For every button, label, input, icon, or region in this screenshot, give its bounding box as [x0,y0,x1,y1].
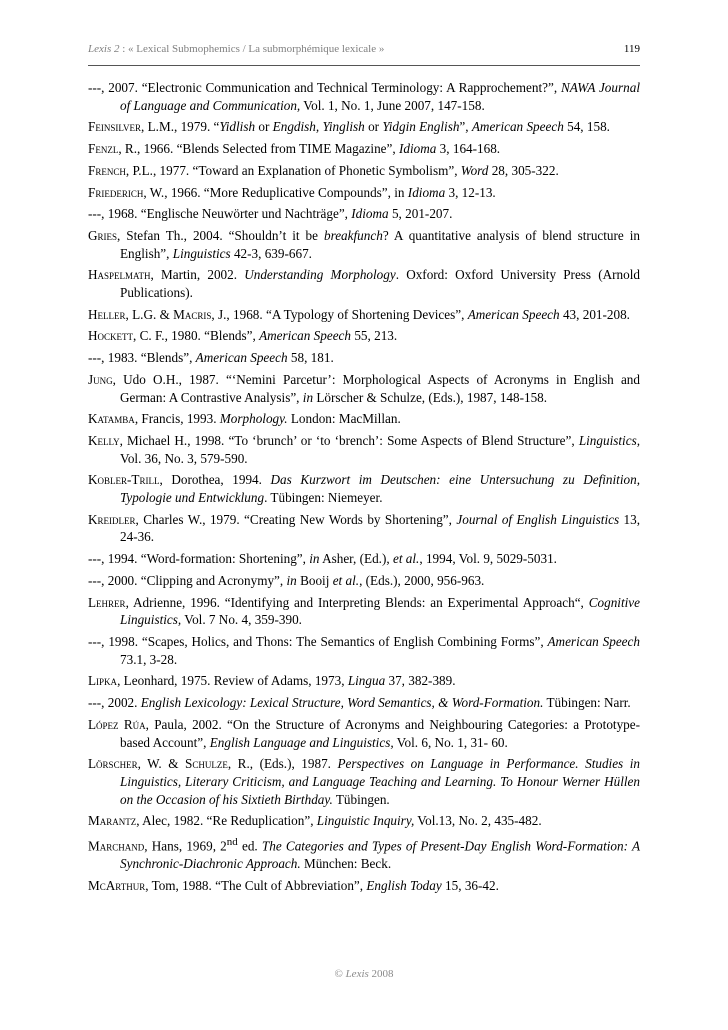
reference-text: 54, 158. [563,119,610,135]
italic-text: Word [460,162,489,178]
reference-text: 55, 213. [351,328,398,344]
author-name: López Rúa [88,716,146,732]
reference-text: , Hans, 1969, 2 [144,838,227,854]
reference-entry [88,79,640,114]
author-name: Macris [173,306,212,322]
reference-text: ”, [459,119,472,135]
reference-text: 42-3, 639-667. [230,245,312,261]
running-title-journal: Lexis 2 [88,43,120,55]
reference-text: ---, 2000. “Clipping and Acronymy”, [88,572,287,588]
reference-text: , L.G. & [125,306,174,322]
reference-entry [88,162,640,180]
author-name: Lörscher [88,756,138,772]
italic-text: American Speech [195,350,288,366]
reference-entry [88,471,640,506]
reference-text: . Tübingen: Niemeyer. [264,490,383,506]
author-name: Haspelmath [88,267,151,283]
reference-text: , Stefan Th., 2004. “Shouldn’t it be [117,227,324,243]
reference-text: ---, 1968. “Englische Neuwörter und Nachträge”, [88,206,352,222]
reference-text: , (Eds.), 2000, 956-963. [359,572,485,588]
italic-text: Idioma [351,206,389,222]
reference-entry [88,812,640,830]
reference-entry [88,371,640,406]
italic-text: Idioma [407,184,446,200]
reference-entry [88,227,640,262]
reference-entry [88,572,640,590]
italic-text: Linguistic Inquiry, [316,813,415,829]
reference-text: Asher, (Ed.), [319,551,393,567]
reference-text: . Oxford: Oxford University Press (Arnold Publications). [120,267,640,301]
reference-text: , R., 1966. “Blends Selected from TIME Magazine”, [118,141,399,157]
reference-entry [88,694,640,712]
running-title-rest: : « Lexical Submophemics / La submorphémique lexicale » [119,43,385,55]
reference-text: Vol.13, No. 2, 435-482. [414,813,542,829]
reference-entry [88,511,640,546]
reference-text: , Michael H., 1998. “To ‘brunch’ or ‘to ‘brench’: Some Aspects of Blend Structure”, [119,432,579,448]
page-number: 119 [623,43,640,55]
reference-text: London: MacMillan. [287,411,401,427]
italic-text: Perspectives on Language in Performance. Studies in Linguistics, Literary Criticism, and Language Teaching and Learning. To Honour Werner Hüllen on the Occasion of his Sixtieth Birthday. [120,756,640,807]
author-name: Kreidler [88,511,136,527]
author-name: Kelly [88,432,120,448]
author-name: Gries [88,227,118,243]
italic-text: Das Kurzwort im Deutschen: eine Untersuchung zu Definition, Typologie und Entwicklung [120,472,640,506]
page-footer [0,968,728,980]
italic-text: Linguistics, [578,432,640,448]
reference-text: Vol. 6, No. 1, 31- 60. [393,734,508,750]
reference-text: , Adrienne, 1996. “Identifying and Interpreting Blends: an Experimental Approach“, [125,594,589,610]
footer-year: 2008 [368,968,394,980]
reference-entry [88,327,640,345]
author-name: French [88,162,126,178]
footer-journal: Lexis [345,968,369,980]
italic-text: breakfunch [323,227,383,243]
reference-entry [88,755,640,808]
italic-text: Journal of English Linguistics [456,511,620,527]
reference-entry [88,672,640,690]
italic-text: in [286,572,297,588]
reference-text: Tübingen. [332,791,390,807]
reference-text: 58, 181. [287,350,334,366]
reference-text: , Charles W., 1979. “Creating New Words by Shortening”, [135,511,457,527]
reference-text: 37, 382-389. [385,673,456,689]
running-title [88,43,384,55]
italic-text: English Today [366,877,442,893]
italic-text: American Speech [467,306,560,322]
reference-text: , Alec, 1982. “Re Reduplication”, [136,813,317,829]
reference-text: 13, 24-36. [120,511,640,545]
reference-entry [88,410,640,428]
reference-entry [88,184,640,202]
reference-text: Booij [296,572,333,588]
reference-text: Vol. 7 No. 4, 359-390. [181,612,302,628]
reference-text: , Tom, 1988. “The Cult of Abbreviation”, [145,877,367,893]
reference-text: , Francis, 1993. [134,411,220,427]
italic-text: American Speech [547,633,640,649]
italic-text: et al. [392,551,420,567]
reference-text: Vol. 1, No. 1, June 2007, 147-158. [300,97,485,113]
reference-entry [88,834,640,873]
reference-text: , Dorothea, 1994. [159,472,271,488]
reference-text: , Martin, 2002. [150,267,245,283]
reference-text: 43, 201-208. [559,306,630,322]
reference-text: , L.M., 1979. “ [141,119,220,135]
author-name: Marantz [88,813,137,829]
running-header [88,35,640,66]
italic-text: American Speech [471,119,564,135]
author-name: Fenzl [88,141,119,157]
italic-text: Linguistics [172,245,231,261]
footer-copyright: © [334,968,346,980]
italic-text: et al. [332,572,360,588]
italic-text: Engdish, Yinglish [272,119,365,135]
reference-text: , W. & [137,756,186,772]
italic-text: English Lexicology: Lexical Structure, Word Semantics, & Word-Formation. [140,695,544,711]
reference-text: ? A quantitative analysis of blend structure in English”, [120,227,641,261]
reference-entry [88,266,640,301]
reference-entry [88,205,640,223]
italic-text: Understanding Morphology [244,267,396,283]
reference-text: , P.L., 1977. “Toward an Explanation of Phonetic Symbolism”, [125,162,461,178]
reference-entry [88,306,640,324]
italic-text: NAWA Journal of Language and Communication, [120,80,640,113]
italic-text: in [309,551,320,567]
italic-text: Morphology. [219,411,288,427]
author-name: Marchand [88,838,145,854]
reference-text: Tübingen: Narr. [543,695,631,711]
reference-text: , J., 1968. “A Typology of Shortening Devices”, [211,306,468,322]
reference-text: or [255,119,273,135]
reference-text: , Leonhard, 1975. Review of Adams, 1973, [117,673,348,689]
reference-text: , C. F., 1980. “Blends”, [133,328,260,344]
reference-entry [88,877,640,895]
reference-text: München: Beck. [300,856,392,872]
reference-text: ---, 1983. “Blends”, [88,350,196,366]
reference-entry [88,633,640,668]
reference-entry [88,594,640,629]
italic-text: Lingua [347,673,386,689]
italic-text: Cognitive Linguistics, [120,594,640,628]
author-name: Kobler-Trill [88,472,160,488]
author-name: McArthur [88,877,146,893]
italic-text: The Categories and Types of Present-Day English Word-Formation: A Synchronic-Diachronic Approach. [120,838,641,872]
italic-text: in [302,389,314,405]
reference-text: 5, 201-207. [388,206,453,222]
reference-entry [88,118,640,136]
author-name: Heller [88,306,126,322]
author-name: Katamba [88,411,135,427]
reference-text: ---, 2002. [88,695,141,711]
author-name: Lipka [88,673,118,689]
reference-entry [88,432,640,467]
reference-entry [88,140,640,158]
italic-text: English Language and Linguistics, [209,734,394,750]
reference-text: 73.1, 3-28. [120,651,178,667]
reference-text: or [364,119,383,135]
reference-text: ---, 2007. “Electronic Communication and Technical Terminology: A Rapprochement?”, [88,80,561,95]
reference-text: 28, 305-322. [488,162,559,178]
author-name: Feinsilver [88,119,142,135]
author-name: Jung [88,371,113,387]
reference-text: 3, 12-13. [445,184,496,200]
reference-text: ---, 1998. “Scapes, Holics, and Thons: The Semantics of English Combining Forms”, [88,633,548,649]
reference-text: 15, 36-42. [441,877,499,893]
reference-entry [88,550,640,568]
reference-text: , R., (Eds.), 1987. [227,756,338,772]
italic-text: American Speech [259,328,352,344]
author-name: Hockett [88,328,134,344]
author-name: Lehrer [88,594,126,610]
reference-text: , Paula, 2002. “On the Structure of Acronyms and Neighbouring Categories: a Prototype-based Account”, [120,716,641,750]
reference-text: nd [226,836,238,849]
reference-text: , Udo O.H., 1987. “‘Nemini Parcetur’: Morphological Aspects of Acronyms in English and German: A Contrastive Analysis”, [112,371,640,405]
reference-text: 3, 164-168. [436,141,501,157]
reference-text: ---, 1994. “Word-formation: Shortening”, [88,551,310,567]
reference-entry [88,716,640,751]
reference-text: ed. [237,838,262,854]
reference-text: , 1994, Vol. 9, 5029-5031. [419,551,557,567]
reference-list [88,79,640,899]
reference-text: Vol. 36, No. 3, 579-590. [120,450,248,466]
author-name: Schulze [185,756,228,772]
author-name: Friederich [88,184,144,200]
italic-text: Yidgin English [382,119,460,135]
reference-text: Lörscher & Schulze, (Eds.), 1987, 148-158. [313,389,548,405]
italic-text: Yidlish [219,119,256,135]
italic-text: Idioma [398,141,437,157]
reference-entry [88,349,640,367]
reference-text: , W., 1966. “More Reduplicative Compounds”, in [143,184,408,200]
